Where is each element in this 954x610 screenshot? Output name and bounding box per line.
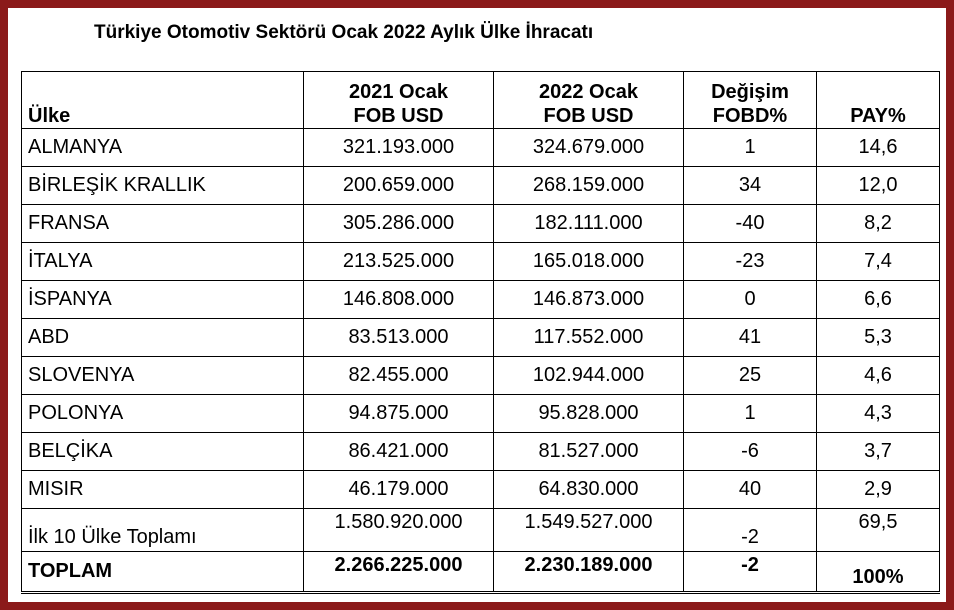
total-row bbox=[22, 552, 940, 593]
cell-country: SLOVENYA bbox=[22, 357, 304, 395]
cell-share: 5,3 bbox=[817, 319, 940, 357]
chart-title: Türkiye Otomotiv Sektörü Ocak 2022 Aylık Ülke İhracatı bbox=[94, 22, 594, 43]
cell-2021: 82.455.000 bbox=[304, 357, 494, 395]
table-row bbox=[22, 129, 940, 167]
header-2022: 2022 Ocak FOB USD bbox=[494, 72, 684, 129]
cell-2021: 146.808.000 bbox=[304, 281, 494, 319]
subtotal-cell-2021: 1.580.920.000 bbox=[304, 509, 494, 552]
cell-share: 4,3 bbox=[817, 395, 940, 433]
cell-change: 40 bbox=[684, 471, 817, 509]
cell-2022: 268.159.000 bbox=[494, 167, 684, 205]
cell-2021: 213.525.000 bbox=[304, 243, 494, 281]
cell-share: 3,7 bbox=[817, 433, 940, 471]
cell-2022: 81.527.000 bbox=[494, 433, 684, 471]
total-cell-2021: 2.266.225.000 bbox=[304, 552, 494, 593]
cell-2022: 117.552.000 bbox=[494, 319, 684, 357]
cell-share: 12,0 bbox=[817, 167, 940, 205]
cell-2021: 321.193.000 bbox=[304, 129, 494, 167]
cell-2021: 86.421.000 bbox=[304, 433, 494, 471]
cell-change: 1 bbox=[684, 395, 817, 433]
subtotal-cell-share: 69,5 bbox=[817, 509, 940, 552]
cell-2022: 146.873.000 bbox=[494, 281, 684, 319]
cell-2022: 182.111.000 bbox=[494, 205, 684, 243]
cell-share: 6,6 bbox=[817, 281, 940, 319]
table-row bbox=[22, 281, 940, 319]
subtotal-cell-country: İlk 10 Ülke Toplamı bbox=[22, 509, 304, 552]
total-cell-country: TOPLAM bbox=[22, 552, 304, 593]
cell-change: 1 bbox=[684, 129, 817, 167]
subtotal-cell-change: -2 bbox=[684, 509, 817, 552]
cell-share: 14,6 bbox=[817, 129, 940, 167]
cell-share: 2,9 bbox=[817, 471, 940, 509]
cell-2021: 305.286.000 bbox=[304, 205, 494, 243]
table-row bbox=[22, 471, 940, 509]
cell-change: -23 bbox=[684, 243, 817, 281]
cell-2021: 94.875.000 bbox=[304, 395, 494, 433]
cell-2021: 200.659.000 bbox=[304, 167, 494, 205]
cell-change: 0 bbox=[684, 281, 817, 319]
total-cell-change: -2 bbox=[684, 552, 817, 593]
table-row bbox=[22, 167, 940, 205]
cell-country: BİRLEŞİK KRALLIK bbox=[22, 167, 304, 205]
header-country: Ülke bbox=[22, 72, 304, 129]
cell-change: 34 bbox=[684, 167, 817, 205]
cell-2021: 46.179.000 bbox=[304, 471, 494, 509]
subtotal-cell-2022: 1.549.527.000 bbox=[494, 509, 684, 552]
cell-country: ALMANYA bbox=[22, 129, 304, 167]
cell-2021: 83.513.000 bbox=[304, 319, 494, 357]
cell-share: 4,6 bbox=[817, 357, 940, 395]
cell-country: İSPANYA bbox=[22, 281, 304, 319]
table-row bbox=[22, 395, 940, 433]
table-row bbox=[22, 205, 940, 243]
cell-share: 8,2 bbox=[817, 205, 940, 243]
export-table bbox=[21, 71, 940, 594]
cell-country: ABD bbox=[22, 319, 304, 357]
header-2021: 2021 Ocak FOB USD bbox=[304, 72, 494, 129]
cell-2022: 324.679.000 bbox=[494, 129, 684, 167]
cell-change: 41 bbox=[684, 319, 817, 357]
cell-share: 7,4 bbox=[817, 243, 940, 281]
cell-country: İTALYA bbox=[22, 243, 304, 281]
table-row bbox=[22, 243, 940, 281]
cell-country: FRANSA bbox=[22, 205, 304, 243]
table-row bbox=[22, 433, 940, 471]
cell-country: BELÇİKA bbox=[22, 433, 304, 471]
total-cell-share: 100% bbox=[817, 552, 940, 593]
cell-change: -6 bbox=[684, 433, 817, 471]
cell-country: MISIR bbox=[22, 471, 304, 509]
cell-2022: 64.830.000 bbox=[494, 471, 684, 509]
total-cell-2022: 2.230.189.000 bbox=[494, 552, 684, 593]
cell-country: POLONYA bbox=[22, 395, 304, 433]
subtotal-row bbox=[22, 509, 940, 552]
header-share: PAY% bbox=[817, 72, 940, 129]
table-row bbox=[22, 319, 940, 357]
cell-2022: 102.944.000 bbox=[494, 357, 684, 395]
table-row bbox=[22, 357, 940, 395]
header-row bbox=[22, 72, 940, 129]
cell-2022: 165.018.000 bbox=[494, 243, 684, 281]
cell-change: -40 bbox=[684, 205, 817, 243]
header-change: Değişim FOBD% bbox=[684, 72, 817, 129]
cell-2022: 95.828.000 bbox=[494, 395, 684, 433]
cell-change: 25 bbox=[684, 357, 817, 395]
